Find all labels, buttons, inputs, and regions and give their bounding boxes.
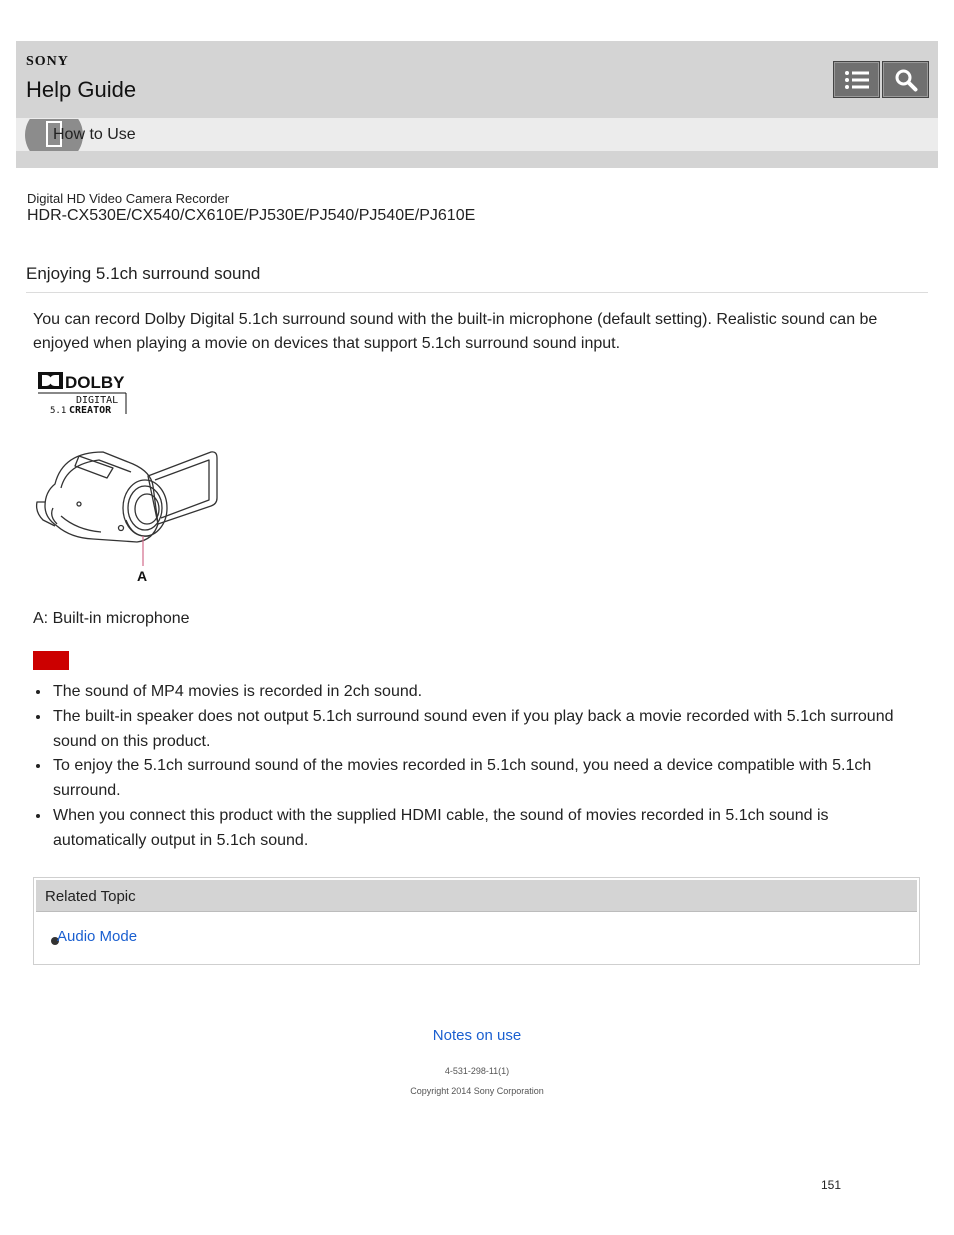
header xyxy=(16,41,938,168)
note-item: The built-in speaker does not output 5.1ch surround sound even if you play back a movie recorded with 5.1ch surround sound on this product. xyxy=(53,704,923,754)
intro-paragraph: You can record Dolby Digital 5.1ch surround sound with the built-in microphone (default setting). Realistic sound can be enjoyed when playing a movie on devices that support 5.1ch surround sound input. xyxy=(33,311,878,352)
figure-label-a: A xyxy=(137,568,148,584)
document-id: 4-531-298-11(1) xyxy=(444,1066,510,1076)
notes-on-use-link[interactable] xyxy=(0,1027,954,1044)
notes-on-use-label[interactable]: Notes on use xyxy=(432,1027,522,1044)
note-item: When you connect this product with the supplied HDMI cable, the sound of movies recorded in 5.1ch sound is automatically output in 5.1ch sound. xyxy=(53,803,923,853)
header-buttons xyxy=(833,61,931,98)
model-names: HDR-CX530E/CX540/CX610E/PJ530E/PJ540/PJ540E/PJ610E xyxy=(27,207,476,224)
camera-illustration xyxy=(33,446,223,586)
toc-button[interactable] xyxy=(833,61,880,98)
dolby-creator-text: CREATOR xyxy=(69,405,112,416)
note-marker xyxy=(33,651,69,670)
dolby-logo xyxy=(37,370,129,416)
breadcrumb-bar xyxy=(16,118,938,151)
list-icon xyxy=(844,69,870,91)
breadcrumb[interactable]: How to Use xyxy=(53,126,136,143)
topic-title: Enjoying 5.1ch surround sound xyxy=(26,264,261,283)
dolby-51-text: 5.1 xyxy=(50,406,67,416)
figure-caption: A: Built-in microphone xyxy=(33,610,190,627)
notes-list xyxy=(53,679,923,852)
title-divider xyxy=(26,292,928,293)
note-item: The sound of MP4 movies is recorded in 2ch sound. xyxy=(53,679,923,704)
related-topic-header xyxy=(36,880,917,912)
product-type: Digital HD Video Camera Recorder xyxy=(27,191,230,206)
page-number: 151 xyxy=(821,1178,842,1192)
audio-mode-link[interactable]: Audio Mode xyxy=(57,928,138,945)
related-topic-heading: Related Topic xyxy=(45,888,136,905)
related-topic-box xyxy=(33,877,920,965)
sony-logo: SONY xyxy=(26,54,69,69)
copyright: Copyright 2014 Sony Corporation xyxy=(410,1086,544,1096)
help-guide-title: Help Guide xyxy=(26,77,137,102)
note-item: To enjoy the 5.1ch surround sound of the movies recorded in 5.1ch sound, you need a device compatible with 5.1ch surround. xyxy=(53,753,923,803)
dolby-digital-text: DIGITAL xyxy=(76,395,119,406)
search-icon xyxy=(894,68,918,92)
dolby-brand-text: DOLBY xyxy=(65,373,125,392)
search-button[interactable] xyxy=(882,61,929,98)
